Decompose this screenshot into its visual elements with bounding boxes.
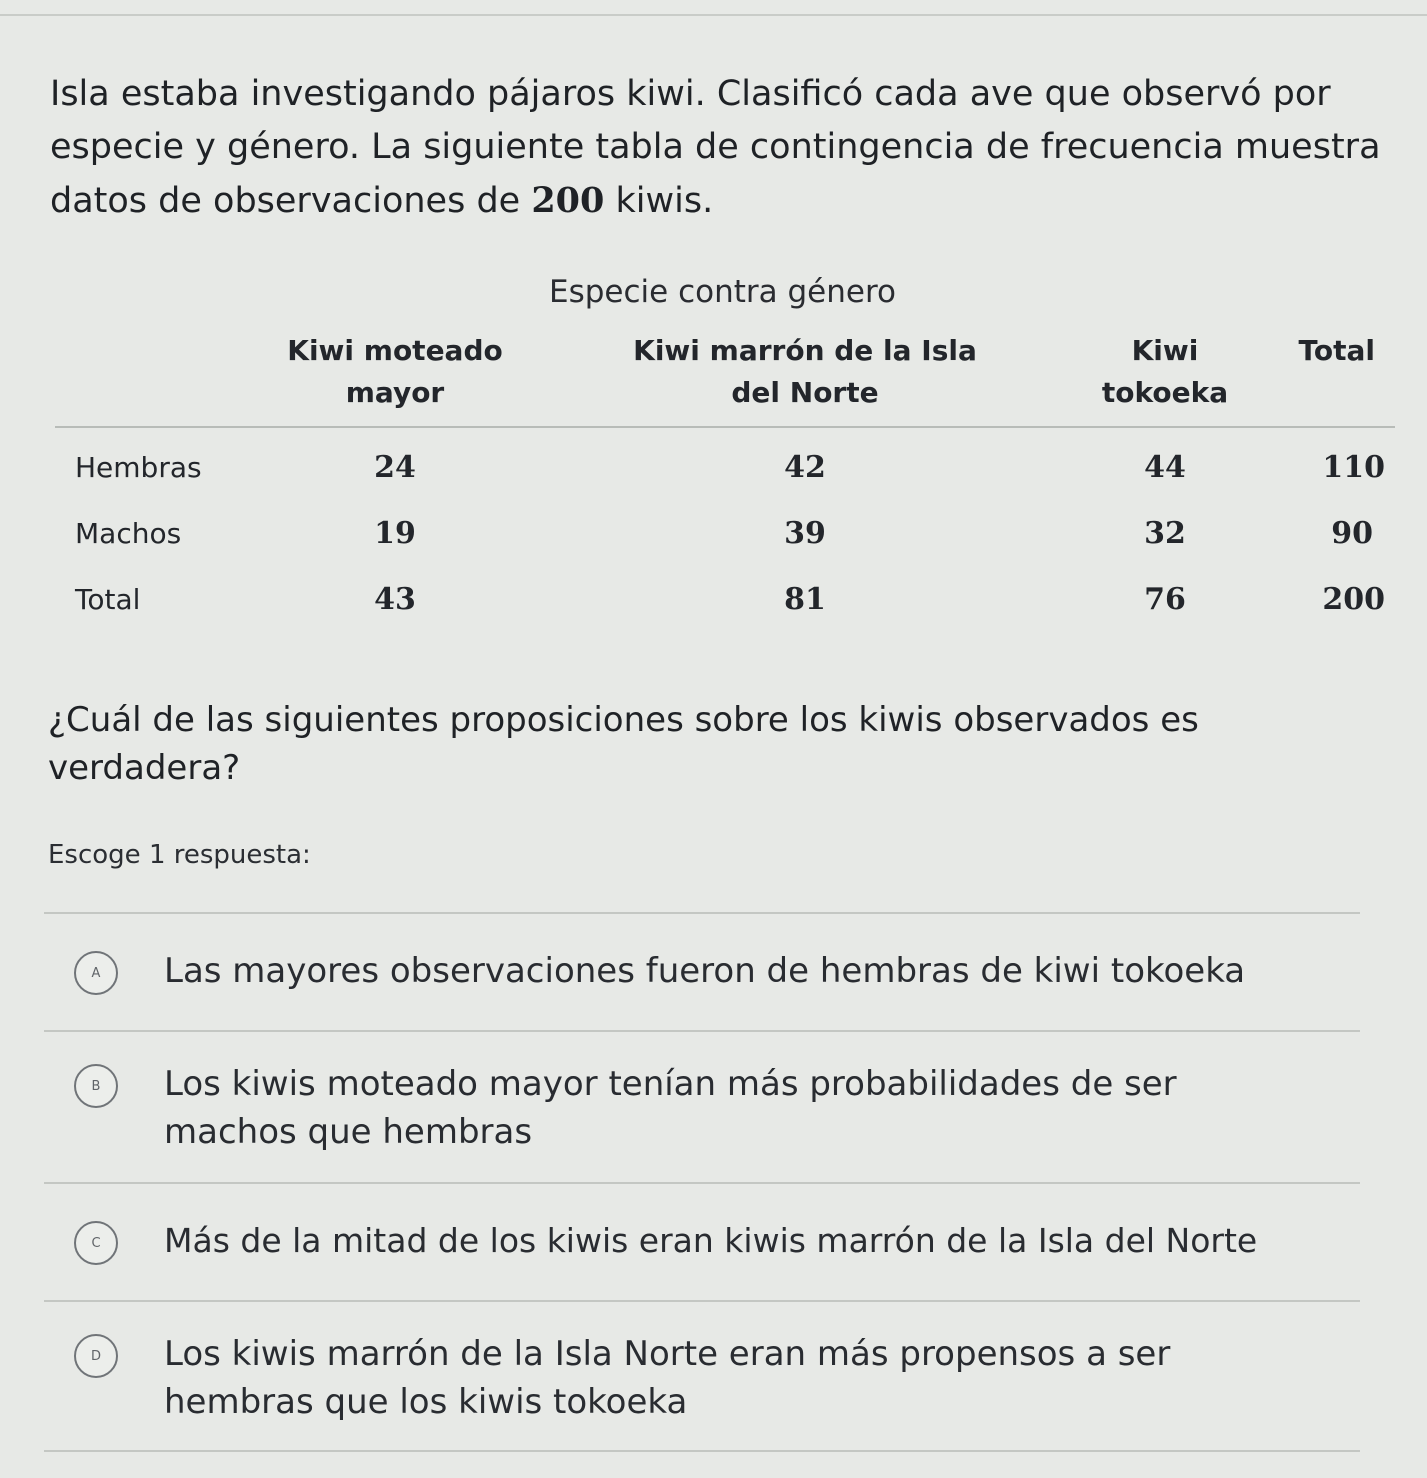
problem-intro [50, 68, 1390, 228]
cell-total-tokoeka: 76 [1144, 581, 1186, 617]
radio-a[interactable] [74, 951, 118, 995]
radio-b[interactable] [74, 1064, 118, 1108]
choice-b[interactable] [44, 1030, 1360, 1182]
choice-text-b: Los kiwis moteado mayor tenían más probabilidades de ser machos que hembras [164, 1064, 1177, 1152]
table-header-row [55, 326, 1395, 427]
choice-d[interactable] [44, 1300, 1360, 1452]
contingency-table [55, 326, 1395, 632]
cell-total-marron: 81 [784, 581, 826, 617]
header-kiwi-moteado-mayor: Kiwi moteado mayor [270, 326, 520, 427]
choice-text-a: Las mayores observaciones fueron de hembras de kiwi tokoeka [164, 951, 1246, 991]
radio-letter-d: D [90, 1348, 101, 1364]
header-kiwi-tokoeka: Kiwi tokoeka [1090, 326, 1240, 427]
radio-d[interactable] [74, 1334, 118, 1378]
cell-machos-marron: 39 [784, 515, 826, 551]
cell-total-moteado: 43 [374, 581, 416, 617]
cell-machos-tokoeka: 32 [1144, 515, 1186, 551]
table-row [55, 427, 1395, 500]
radio-letter-c: C [91, 1235, 101, 1251]
radio-letter-a: A [91, 965, 101, 981]
answer-choices [44, 912, 1360, 1452]
cell-total-total: 200 [1322, 581, 1385, 617]
table-row [55, 500, 1395, 566]
cell-hembras-tokoeka: 44 [1144, 449, 1186, 485]
cell-hembras-moteado: 24 [374, 449, 416, 485]
cell-hembras-marron: 42 [784, 449, 826, 485]
choice-text-c: Más de la mitad de los kiwis eran kiwis marrón de la Isla del Norte [164, 1221, 1258, 1260]
intro-number: 200 [531, 180, 605, 221]
row-label-hembras: Hembras [75, 450, 202, 484]
cell-hembras-total: 110 [1322, 449, 1385, 485]
radio-letter-b: B [91, 1078, 101, 1094]
header-empty [55, 326, 270, 427]
table-row [55, 566, 1395, 632]
cell-machos-total: 90 [1331, 515, 1373, 551]
radio-c[interactable] [74, 1221, 118, 1265]
row-label-total: Total [75, 582, 141, 616]
intro-text-before: Isla estaba investigando pájaros kiwi. Clasificó cada ave que observó por especie y género. La siguiente tabla de contingencia de frecuencia muestra datos de observaciones de [50, 74, 1381, 221]
choice-a[interactable] [44, 912, 1360, 1030]
table-title: Especie contra género [549, 274, 896, 310]
header-total: Total [1240, 326, 1395, 427]
intro-text-after: kiwis. [604, 181, 714, 221]
choice-text-d: Los kiwis marrón de la Isla Norte eran más propensos a ser hembras que los kiwis tokoeka [164, 1334, 1171, 1422]
question-text: ¿Cuál de las siguientes proposiciones sobre los kiwis observados es verdadera? [48, 700, 1199, 788]
row-label-machos: Machos [75, 516, 182, 550]
choice-c[interactable] [44, 1182, 1360, 1300]
top-divider [0, 14, 1427, 16]
cell-machos-moteado: 19 [374, 515, 416, 551]
instruction-text: Escoge 1 respuesta: [48, 840, 311, 870]
header-kiwi-marron: Kiwi marrón de la Isla del Norte [520, 326, 1090, 427]
